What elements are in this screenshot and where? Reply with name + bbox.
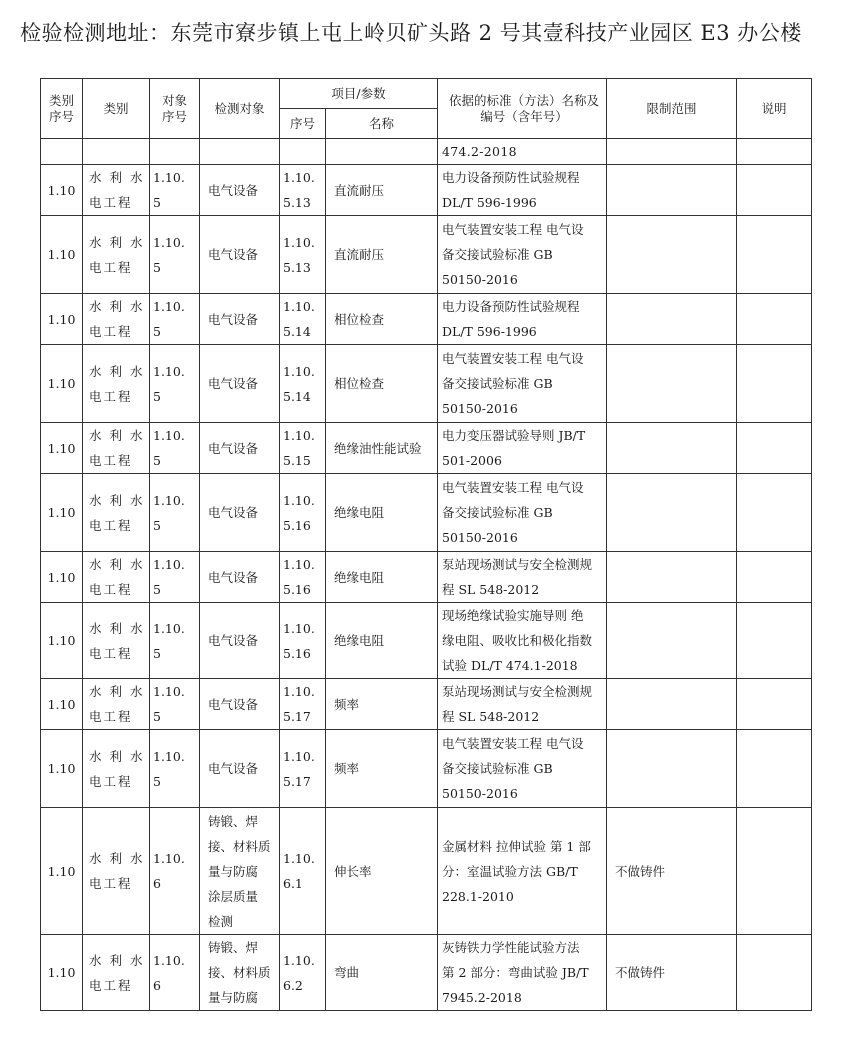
table-row bbox=[41, 603, 812, 679]
item-name-cell: 直流耐压 bbox=[326, 216, 438, 294]
cat-no-cell: 1.10 bbox=[41, 552, 83, 603]
item-name-cell: 频率 bbox=[326, 730, 438, 808]
table-row bbox=[41, 474, 812, 552]
object-cell: 电气设备 bbox=[200, 679, 280, 730]
item-no-cell: 1.10. 6.1 bbox=[280, 808, 326, 935]
cat-no-cell: 1.10 bbox=[41, 216, 83, 294]
note-cell bbox=[737, 552, 812, 603]
object-no-cell: 1.10. 5 bbox=[150, 423, 200, 474]
standard-cell: 474.2-2018 bbox=[438, 139, 607, 165]
object-cell: 铸锻、焊 接、材料质 量与防腐 涂层质量 检测 bbox=[200, 808, 280, 935]
table-row bbox=[41, 294, 812, 345]
note-cell bbox=[737, 679, 812, 730]
item-no-cell: 1.10. 5.15 bbox=[280, 423, 326, 474]
cat-no-cell: 1.10 bbox=[41, 345, 83, 423]
category-cell: 水 利 水 电工程 bbox=[83, 935, 150, 1011]
object-no-cell: 1.10. 6 bbox=[150, 808, 200, 935]
item-no-cell: 1.10. 5.16 bbox=[280, 552, 326, 603]
table-row bbox=[41, 423, 812, 474]
standard-cell: 金属材料 拉伸试验 第 1 部 分：室温试验方法 GB/T 228.1-2010 bbox=[438, 808, 607, 935]
limit-cell bbox=[607, 216, 737, 294]
note-cell bbox=[737, 935, 812, 1011]
limit-cell bbox=[607, 294, 737, 345]
item-no-cell: 1.10. 5.17 bbox=[280, 730, 326, 808]
category-cell: 水 利 水 电工程 bbox=[83, 552, 150, 603]
note-cell bbox=[737, 603, 812, 679]
standard-cell: 泵站现场测试与安全检测规 程 SL 548-2012 bbox=[438, 679, 607, 730]
standard-cell: 电力设备预防性试验规程 DL/T 596-1996 bbox=[438, 294, 607, 345]
item-name-cell: 伸长率 bbox=[326, 808, 438, 935]
category-cell: 水 利 水 电工程 bbox=[83, 679, 150, 730]
item-no-cell: 1.10. 6.2 bbox=[280, 935, 326, 1011]
header-category-no: 类别 序号 bbox=[41, 79, 83, 139]
object-no-cell: 1.10. 5 bbox=[150, 345, 200, 423]
note-cell bbox=[737, 345, 812, 423]
table-row bbox=[41, 808, 812, 935]
cat-no-cell: 1.10 bbox=[41, 730, 83, 808]
cat-no-cell: 1.10 bbox=[41, 423, 83, 474]
limit-cell bbox=[607, 165, 737, 216]
table-row bbox=[41, 165, 812, 216]
cat-no-cell: 1.10 bbox=[41, 935, 83, 1011]
header-category: 类别 bbox=[83, 79, 150, 139]
item-name-cell: 绝缘电阻 bbox=[326, 474, 438, 552]
item-no-cell: 1.10. 5.14 bbox=[280, 345, 326, 423]
header-note: 说明 bbox=[737, 79, 812, 139]
standard-cell: 电力变压器试验导则 JB/T 501-2006 bbox=[438, 423, 607, 474]
object-no-cell: 1.10. 5 bbox=[150, 216, 200, 294]
category-cell: 水 利 水 电工程 bbox=[83, 216, 150, 294]
limit-cell bbox=[607, 679, 737, 730]
object-cell: 电气设备 bbox=[200, 474, 280, 552]
standard-cell: 现场绝缘试验实施导则 绝 缘电阻、吸收比和极化指数 试验 DL/T 474.1-2018 bbox=[438, 603, 607, 679]
note-cell bbox=[737, 216, 812, 294]
item-name-cell: 频率 bbox=[326, 679, 438, 730]
standard-cell: 电气装置安装工程 电气设 备交接试验标准 GB 50150-2016 bbox=[438, 345, 607, 423]
note-cell bbox=[737, 730, 812, 808]
limit-cell bbox=[607, 730, 737, 808]
item-no-cell: 1.10. 5.14 bbox=[280, 294, 326, 345]
standard-cell: 灰铸铁力学性能试验方法 第 2 部分：弯曲试验 JB/T 7945.2-2018 bbox=[438, 935, 607, 1011]
header-object-no: 对象 序号 bbox=[150, 79, 200, 139]
note-cell bbox=[737, 294, 812, 345]
standard-cell: 电气装置安装工程 电气设 备交接试验标准 GB 50150-2016 bbox=[438, 474, 607, 552]
continued-row bbox=[41, 139, 812, 165]
item-no-cell: 1.10. 5.13 bbox=[280, 165, 326, 216]
item-no-cell: 1.10. 5.16 bbox=[280, 603, 326, 679]
header-item-group: 项目/参数 bbox=[280, 79, 438, 109]
header-limit: 限制范围 bbox=[607, 79, 737, 139]
object-cell: 电气设备 bbox=[200, 603, 280, 679]
cat-no-cell: 1.10 bbox=[41, 294, 83, 345]
category-cell: 水 利 水 电工程 bbox=[83, 165, 150, 216]
category-cell: 水 利 水 电工程 bbox=[83, 730, 150, 808]
category-cell: 水 利 水 电工程 bbox=[83, 603, 150, 679]
item-name-cell: 直流耐压 bbox=[326, 165, 438, 216]
table-row bbox=[41, 552, 812, 603]
item-no-cell: 1.10. 5.16 bbox=[280, 474, 326, 552]
cat-no-cell: 1.10 bbox=[41, 165, 83, 216]
object-no-cell: 1.10. 5 bbox=[150, 165, 200, 216]
note-cell bbox=[737, 808, 812, 935]
object-no-cell: 1.10. 5 bbox=[150, 294, 200, 345]
item-no-cell: 1.10. 5.13 bbox=[280, 216, 326, 294]
standard-cell: 电气装置安装工程 电气设 备交接试验标准 GB 50150-2016 bbox=[438, 216, 607, 294]
object-cell: 电气设备 bbox=[200, 423, 280, 474]
note-cell bbox=[737, 423, 812, 474]
category-cell: 水 利 水 电工程 bbox=[83, 294, 150, 345]
cat-no-cell: 1.10 bbox=[41, 808, 83, 935]
object-no-cell: 1.10. 5 bbox=[150, 474, 200, 552]
cat-no-cell: 1.10 bbox=[41, 679, 83, 730]
limit-cell: 不做铸件 bbox=[607, 808, 737, 935]
item-name-cell: 弯曲 bbox=[326, 935, 438, 1011]
limit-cell bbox=[607, 423, 737, 474]
object-cell: 电气设备 bbox=[200, 216, 280, 294]
object-cell: 电气设备 bbox=[200, 294, 280, 345]
header-item-no: 序号 bbox=[280, 109, 326, 139]
cat-no-cell: 1.10 bbox=[41, 474, 83, 552]
table-row bbox=[41, 935, 812, 1011]
table-row bbox=[41, 345, 812, 423]
qualification-table bbox=[40, 78, 812, 1011]
header-standard: 依据的标准（方法）名称及 编号（含年号） bbox=[438, 79, 607, 139]
limit-cell: 不做铸件 bbox=[607, 935, 737, 1011]
header-item-name: 名称 bbox=[326, 109, 438, 139]
item-name-cell: 绝缘油性能试验 bbox=[326, 423, 438, 474]
header-object: 检测对象 bbox=[200, 79, 280, 139]
item-name-cell: 绝缘电阻 bbox=[326, 603, 438, 679]
cat-no-cell: 1.10 bbox=[41, 603, 83, 679]
standard-cell: 泵站现场测试与安全检测规 程 SL 548-2012 bbox=[438, 552, 607, 603]
note-cell bbox=[737, 165, 812, 216]
note-cell bbox=[737, 474, 812, 552]
table-row bbox=[41, 216, 812, 294]
item-name-cell: 相位检查 bbox=[326, 345, 438, 423]
object-cell: 电气设备 bbox=[200, 730, 280, 808]
object-cell: 电气设备 bbox=[200, 552, 280, 603]
category-cell: 水 利 水 电工程 bbox=[83, 345, 150, 423]
limit-cell bbox=[607, 603, 737, 679]
table-row bbox=[41, 679, 812, 730]
object-no-cell: 1.10. 5 bbox=[150, 603, 200, 679]
standard-cell: 电力设备预防性试验规程 DL/T 596-1996 bbox=[438, 165, 607, 216]
limit-cell bbox=[607, 552, 737, 603]
item-name-cell: 相位检查 bbox=[326, 294, 438, 345]
object-no-cell: 1.10. 5 bbox=[150, 730, 200, 808]
object-no-cell: 1.10. 5 bbox=[150, 679, 200, 730]
object-cell: 电气设备 bbox=[200, 345, 280, 423]
object-no-cell: 1.10. 5 bbox=[150, 552, 200, 603]
category-cell: 水 利 水 电工程 bbox=[83, 423, 150, 474]
item-no-cell: 1.10. 5.17 bbox=[280, 679, 326, 730]
category-cell: 水 利 水 电工程 bbox=[83, 808, 150, 935]
limit-cell bbox=[607, 345, 737, 423]
table-row bbox=[41, 730, 812, 808]
object-cell: 铸锻、焊 接、材料质 量与防腐 bbox=[200, 935, 280, 1011]
category-cell: 水 利 水 电工程 bbox=[83, 474, 150, 552]
item-name-cell: 绝缘电阻 bbox=[326, 552, 438, 603]
limit-cell bbox=[607, 474, 737, 552]
standard-cell: 电气装置安装工程 电气设 备交接试验标准 GB 50150-2016 bbox=[438, 730, 607, 808]
object-cell: 电气设备 bbox=[200, 165, 280, 216]
object-no-cell: 1.10. 6 bbox=[150, 935, 200, 1011]
page-heading: 检验检测地址：东莞市寮步镇上屯上岭贝矿头路 2 号其壹科技产业园区 E3 办公楼 bbox=[20, 21, 802, 45]
